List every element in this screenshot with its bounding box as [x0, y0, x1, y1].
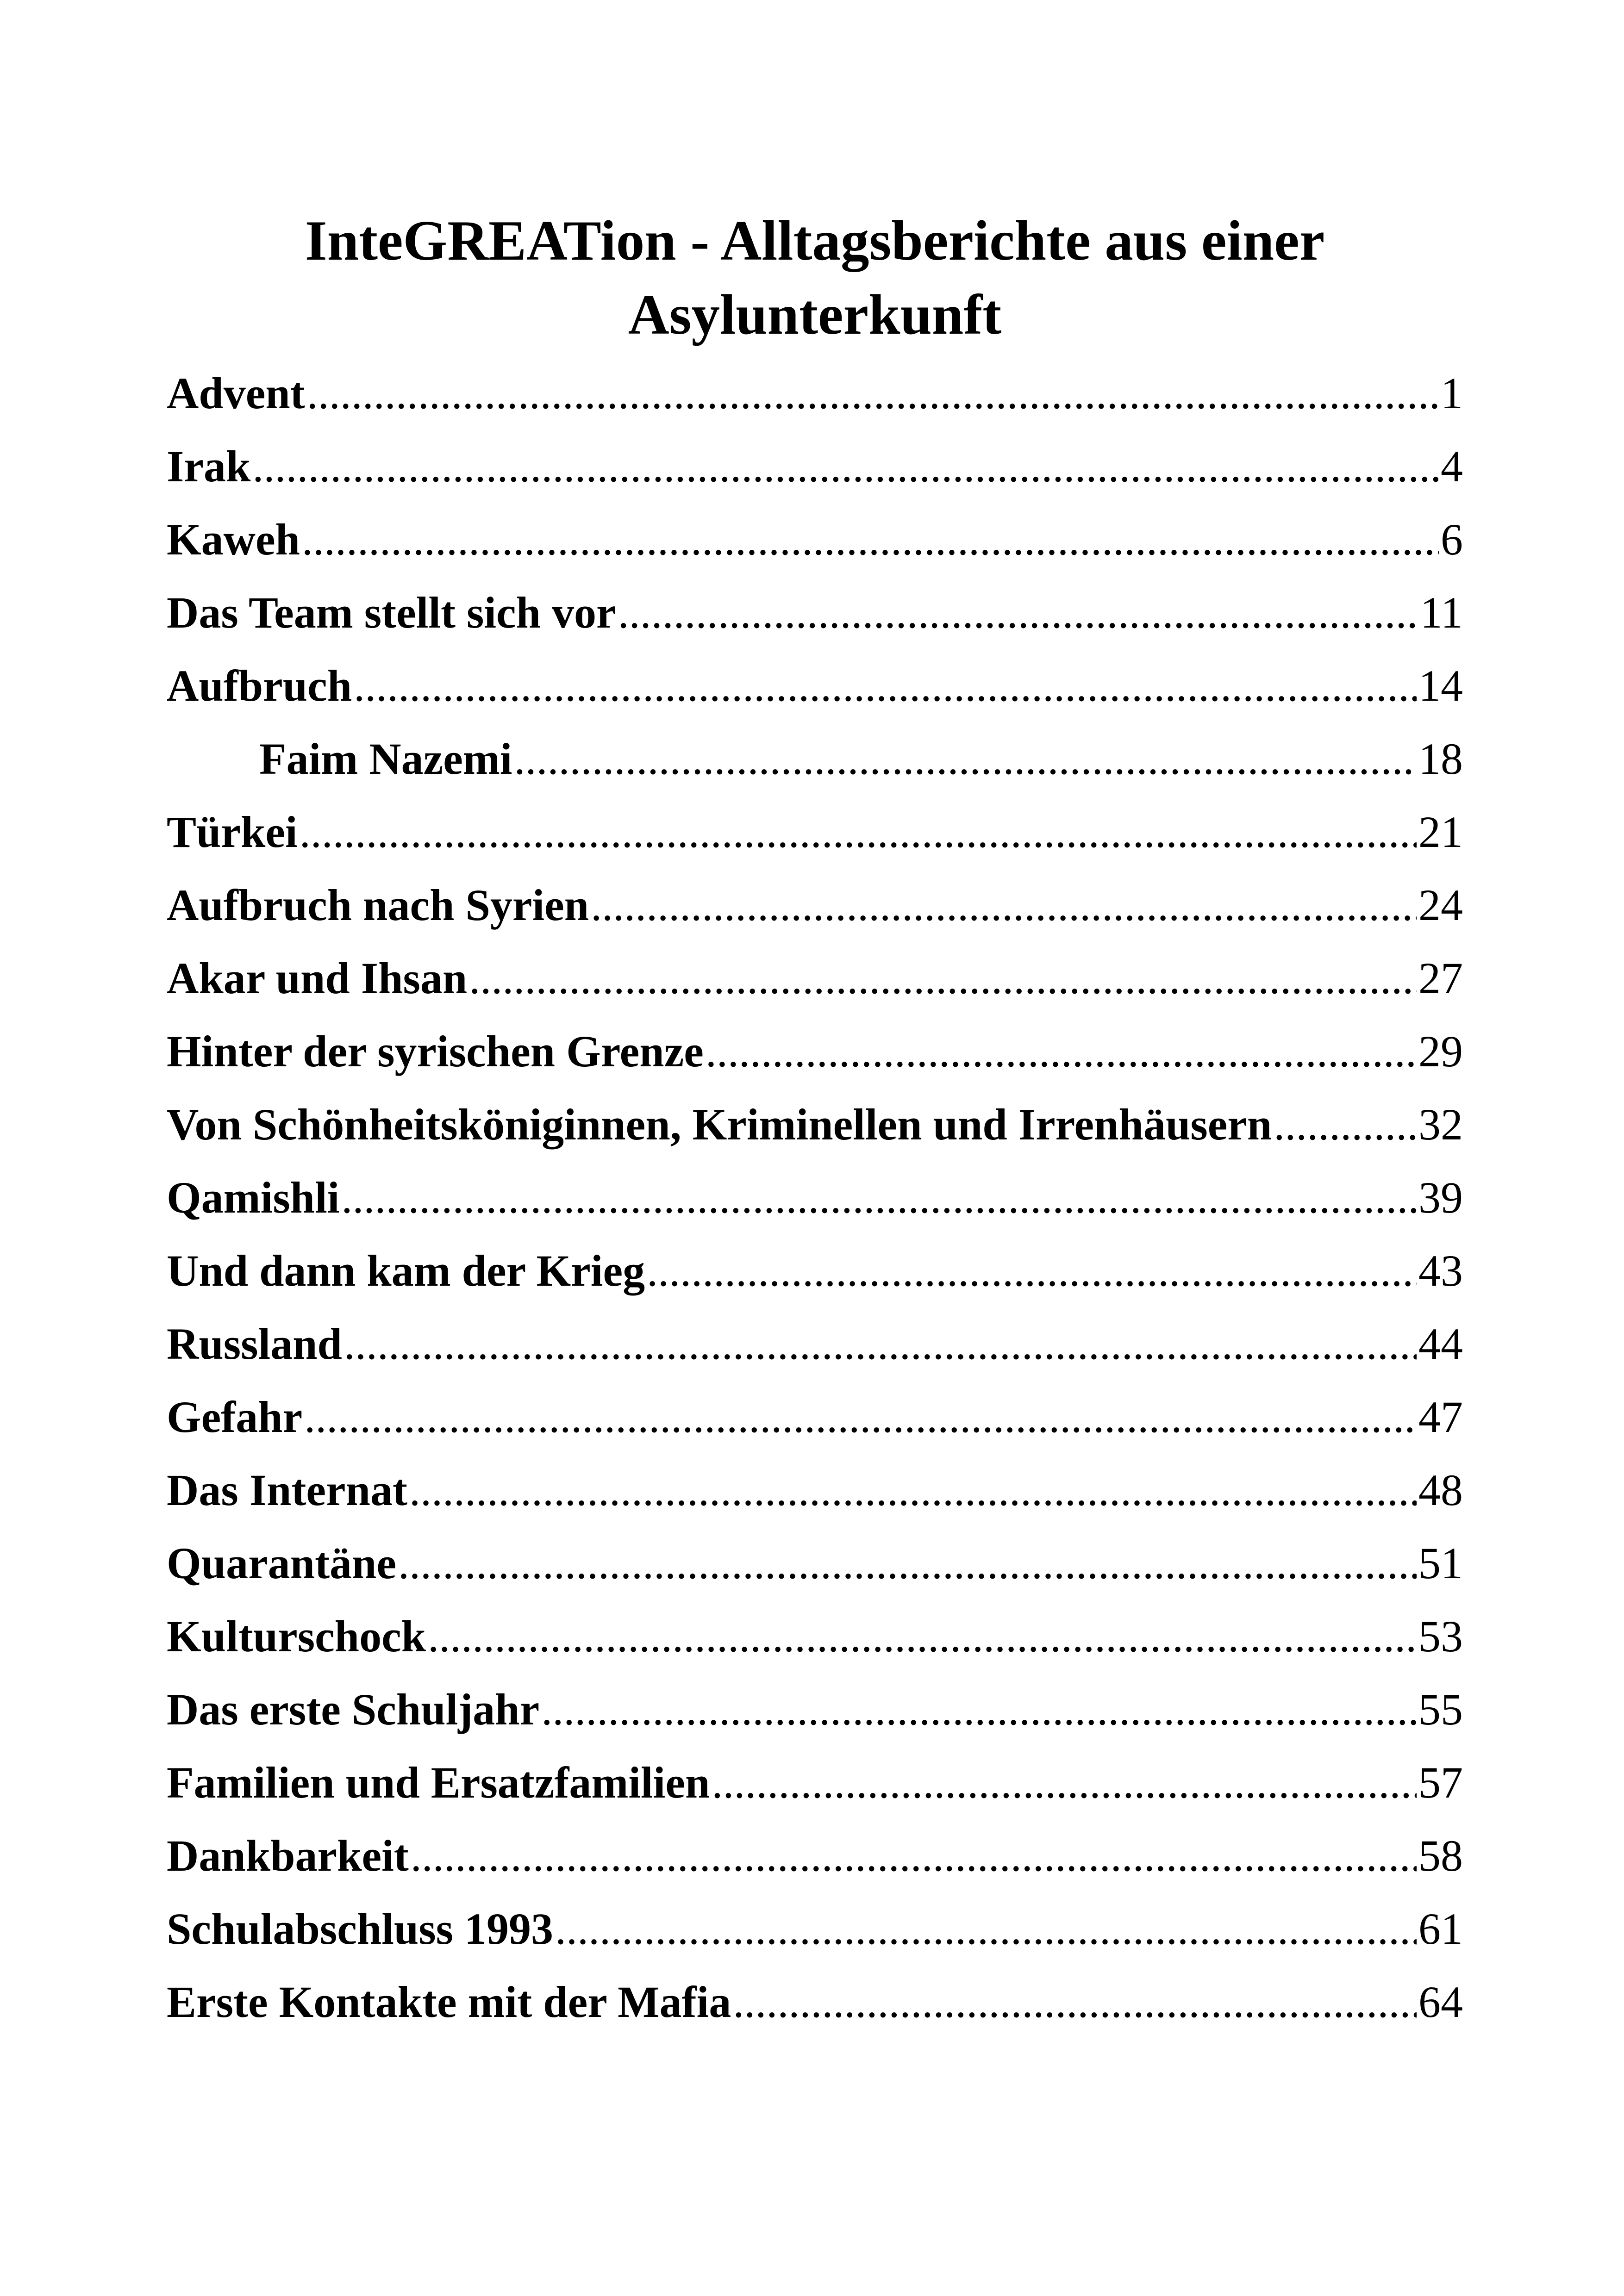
toc-entry-title: Kaweh: [167, 515, 300, 564]
toc-dot-leader: [712, 1755, 1417, 1811]
toc-dot-leader: [733, 1974, 1417, 2030]
toc-entry-title: Schulabschluss 1993: [167, 1904, 553, 1954]
toc-entry-page-number: 18: [1418, 734, 1463, 784]
toc-entry: [167, 1170, 1463, 1243]
toc-entry-page-number: 11: [1420, 588, 1463, 637]
toc-entry-title: Aufbruch: [167, 661, 352, 710]
toc-entry-title: Und dann kam der Krieg: [167, 1246, 645, 1295]
toc-entry-title: Faim Nazemi: [259, 734, 512, 784]
toc-dot-leader: [341, 1170, 1417, 1226]
toc-entry-page-number: 47: [1418, 1392, 1463, 1442]
toc-entry-page-number: 51: [1418, 1538, 1463, 1588]
toc-entry-title: Das erste Schuljahr: [167, 1685, 540, 1734]
toc-entry-title: Hinter der syrischen Grenze: [167, 1027, 704, 1076]
toc-dot-leader: [252, 439, 1439, 494]
toc-entry-page-number: 44: [1418, 1319, 1463, 1369]
toc-entry: [167, 731, 1463, 804]
toc-entry-page-number: 24: [1418, 880, 1463, 930]
toc-entry-page-number: 4: [1441, 442, 1463, 491]
toc-entry: [167, 1901, 1463, 1974]
toc-entry: [167, 512, 1463, 585]
toc-entry-title: Russland: [167, 1319, 342, 1369]
toc-entry-title: Türkei: [167, 807, 298, 857]
toc-entry-title: Quarantäne: [167, 1538, 397, 1588]
toc-entry-title: Gefahr: [167, 1392, 303, 1442]
toc-dot-leader: [706, 1024, 1417, 1079]
title-line-2: Asylunterkunft: [628, 283, 1002, 346]
toc-entry-title: Dankbarkeit: [167, 1831, 409, 1880]
toc-entry-title: Advent: [167, 368, 305, 418]
toc-entry-page-number: 57: [1418, 1758, 1463, 1807]
toc-entry-title: Das Internat: [167, 1465, 407, 1515]
toc-entry-page-number: 32: [1418, 1100, 1463, 1149]
toc-entry-title: Das Team stellt sich vor: [167, 588, 616, 637]
toc-entry-page-number: 58: [1418, 1831, 1463, 1880]
toc-dot-leader: [591, 877, 1417, 933]
toc-entry-page-number: 29: [1418, 1027, 1463, 1076]
toc-entry: [167, 951, 1463, 1024]
toc-entry-page-number: 53: [1418, 1612, 1463, 1661]
toc-entry-page-number: 43: [1418, 1246, 1463, 1295]
toc-entry-title: Aufbruch nach Syrien: [167, 880, 589, 930]
toc-entry-page-number: 64: [1418, 1977, 1463, 2027]
table-of-contents: [167, 366, 1463, 2047]
toc-entry: [167, 1755, 1463, 1828]
toc-dot-leader: [428, 1609, 1417, 1664]
toc-dot-leader: [307, 366, 1439, 421]
toc-dot-leader: [1274, 1097, 1417, 1152]
toc-dot-leader: [541, 1682, 1417, 1737]
toc-entry-title: Erste Kontakte mit der Mafia: [167, 1977, 731, 2027]
toc-entry: [167, 1024, 1463, 1097]
toc-entry: [167, 1682, 1463, 1755]
toc-dot-leader: [409, 1462, 1417, 1518]
toc-dot-leader: [647, 1243, 1417, 1299]
toc-dot-leader: [300, 804, 1417, 860]
toc-entry: [167, 804, 1463, 877]
toc-entry: [167, 1316, 1463, 1389]
toc-dot-leader: [411, 1828, 1417, 1884]
toc-entry-title: Qamishli: [167, 1173, 340, 1222]
document-title: [167, 204, 1463, 352]
toc-dot-leader: [398, 1536, 1417, 1591]
toc-dot-leader: [618, 585, 1418, 641]
toc-entry: [167, 1243, 1463, 1316]
toc-entry: [167, 1097, 1463, 1170]
toc-entry: [167, 1536, 1463, 1609]
toc-entry-page-number: 1: [1441, 368, 1463, 418]
toc-entry-page-number: 48: [1418, 1465, 1463, 1515]
toc-entry-page-number: 21: [1418, 807, 1463, 857]
toc-entry-title: Von Schönheitsköniginnen, Kriminellen und Irrenhäusern: [167, 1100, 1272, 1149]
toc-entry-title: Akar und Ihsan: [167, 953, 468, 1003]
toc-entry: [167, 658, 1463, 731]
toc-entry: [167, 877, 1463, 951]
toc-dot-leader: [469, 951, 1417, 1006]
toc-entry-page-number: 6: [1441, 515, 1463, 564]
toc-entry: [167, 1462, 1463, 1536]
toc-entry: [167, 1974, 1463, 2047]
toc-entry-title: Kulturschock: [167, 1612, 426, 1661]
toc-dot-leader: [354, 658, 1417, 714]
toc-entry-title: Irak: [167, 442, 251, 491]
toc-dot-leader: [514, 731, 1417, 787]
toc-entry: [167, 1389, 1463, 1462]
toc-entry: [167, 366, 1463, 439]
toc-entry-title: Familien und Ersatzfamilien: [167, 1758, 710, 1807]
toc-entry-page-number: 39: [1418, 1173, 1463, 1222]
toc-entry: [167, 1609, 1463, 1682]
toc-dot-leader: [302, 512, 1439, 567]
toc-dot-leader: [304, 1389, 1417, 1445]
title-line-1: InteGREATion - Alltagsberichte aus einer: [305, 209, 1325, 272]
toc-entry-page-number: 14: [1418, 661, 1463, 710]
toc-entry: [167, 1828, 1463, 1901]
toc-dot-leader: [555, 1901, 1417, 1957]
toc-entry-page-number: 27: [1418, 953, 1463, 1003]
toc-entry: [167, 585, 1463, 658]
toc-entry-page-number: 61: [1418, 1904, 1463, 1954]
toc-dot-leader: [344, 1316, 1417, 1372]
toc-entry: [167, 439, 1463, 512]
toc-entry-page-number: 55: [1418, 1685, 1463, 1734]
